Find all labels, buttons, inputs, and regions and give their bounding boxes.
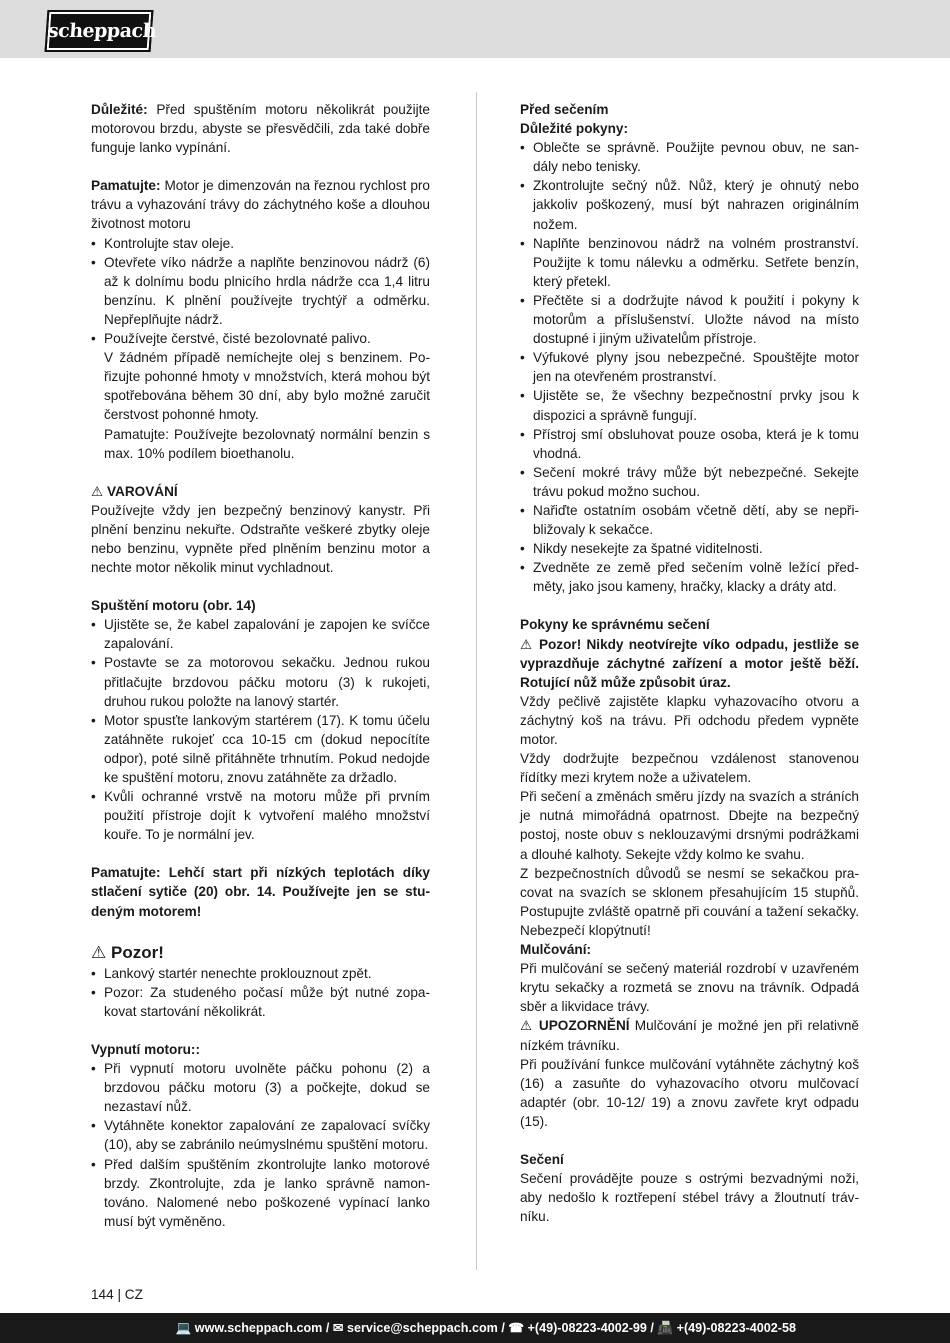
stop-list — [91, 1059, 430, 1231]
warning-icon: ⚠ — [91, 942, 107, 962]
list-item: • Používejte čerstvé, čisté bezolovnaté palivo. — [91, 329, 430, 348]
list-item: • Při vypnutí motoru uvolněte páčku pohonu (2) a brzdovou páčku motoru (3) a počkejte, dokud se nezastaví nůž. — [91, 1059, 430, 1116]
right-column — [520, 100, 859, 1226]
paragraph: Z bezpečnostních důvodů se nesmí se sekačkou pracovat na svazích se sklonem přesahujícím 15 stupňů. Postupujte zvláště opatrně při couvání a tažení sekačky. Nebezpečí klopýtnutí! — [520, 865, 859, 938]
list-item: • Lankový startér nenechte proklouznout zpět. — [91, 964, 430, 983]
list-item: • Výfukové plyny jsou nebezpečné. Spouštějte motor jen na otevřeném prostranství. — [520, 348, 859, 386]
phone-icon: ☎ — [508, 1321, 525, 1335]
list-item: • Naplňte benzinovou nádrž na volném prostranství. Použijte k tomu nálevku a odměrku. Setřete benzín, který přetekl. — [520, 234, 859, 291]
mulching-heading: Mulčování: — [520, 942, 591, 958]
before-mowing-heading: Před sečením — [520, 102, 609, 117]
phone-number: +(49)-08223-4002-99 — [527, 1321, 647, 1335]
fuel-indent-1: V žádném případě nemíchejte olej s benzinem. Pořizujte pohonné hmoty v množstvích, která mohou být spotřebována během 30 dní, aby bylo možné zaručit čerstvost pohonné hmoty. — [104, 350, 430, 423]
mail-icon: ✉ — [332, 1321, 344, 1335]
start-heading: Spuštění motoru (obr. 14) — [91, 598, 256, 614]
list-item: • Postavte se za motorovou sekačku. Jednou rukou přitlačujte brzdovou páčku motoru (3) k rukojeti, druhou rukou položte na lanový startér. — [91, 653, 430, 710]
paragraph: Při sečení a změnách směru jízdy na svazích a stráních je nutná mimořádná opatrnost. Dbejte na bezpečný postoj, noste obuv s neklouzavými drsnými podrážkami a dlouhé kalhoty. Sekejte vždy kolmo ke svahu. — [520, 789, 859, 862]
list-item: • Zvedněte ze země před sečením volně ležící předměty, jako jsou kameny, hračky, klacky a dráty atd. — [520, 558, 859, 596]
caution-list — [91, 964, 430, 1021]
warning-icon: ⚠ — [520, 1018, 534, 1034]
remember-paragraph: Pamatujte: Motor je dimenzován na řeznou rychlost pro trávu a vyhazování trávy do záchytného koše a dlouhou životnost motoru — [91, 178, 430, 232]
email-link[interactable]: service@scheppach.com — [346, 1321, 498, 1335]
list-item: • Zkontrolujte sečný nůž. Nůž, který je ohnutý nebo jakkoliv poškozený, musí být nahrazen originálním nožem. — [520, 176, 859, 233]
list-item: • Sečení mokré trávy může být nebezpečné. Sekejte trávu pokud možno suchou. — [520, 463, 859, 501]
list-item: • Přečtěte si a dodržujte návod k použití i pokyny k motorům a příslušenství. Uložte návod na místo dostupné i jiným uživatelům přístroje. — [520, 291, 859, 348]
list-item: • Kontrolujte stav oleje. — [91, 234, 430, 253]
fuel-indent-2: Pamatujte: Používejte bezolovnatý normální benzin s max. 10% podílem bioethanolu. — [104, 426, 430, 461]
warning-icon: ⚠ — [91, 483, 104, 499]
website-link[interactable]: www.scheppach.com — [194, 1321, 323, 1335]
stop-heading: Vypnutí motoru:: — [91, 1041, 200, 1057]
paragraph: Při používání funkce mulčování vytáhněte záchytný koš (16) a zasuňte do vyhazovacího otvoru mulčovací adaptér (obr. 10-12/ 19) a znovu zavřete kryt odpadu (15). — [520, 1056, 859, 1129]
mowing-heading: Sečení — [520, 1151, 564, 1167]
caution-heading: ⚠ Pozor! — [91, 942, 164, 962]
list-item: • Ujistěte se, že všechny bezpečnostní prvky jsou k dispozici a správně fungují. — [520, 386, 859, 424]
warning-icon: ⚠ — [520, 636, 534, 652]
mowing-instructions-heading: Pokyny ke správnému sečení — [520, 617, 710, 633]
warning-heading: ⚠ VAROVÁNÍ — [91, 483, 178, 499]
paragraph: Vždy pečlivě zajistěte klapku vyhazovacího otvoru a záchytný koš na trávu. Při odchodu předem vypněte motor. — [520, 693, 859, 747]
fax-icon: 📠 — [657, 1321, 674, 1335]
choke-note: Pamatujte: Lehčí start při nízkých teplotách díky stlačení sytiče (20) obr. 14. Používejte jen se studeným motorem! — [91, 865, 430, 919]
computer-icon: 💻 — [175, 1321, 192, 1335]
column-divider — [476, 92, 477, 1270]
important-paragraph: Důležité: Před spuštěním motoru několikrát použijte motorovou brzdu, abyste se přesvědčili, zda také dobře funguje lanko vypínání. — [91, 102, 430, 156]
list-item: • Ujistěte se, že kabel zapalování je zapojen ke svíčce zapalování. — [91, 615, 430, 653]
warning-text: Používejte vždy jen bezpečný benzinový kanystr. Při plnění benzinu nekuřte. Odstraňte veškeré zbytky oleje nebo benzinu, vypněte před plněním benzinu motor a nechte motor několik minut vychladnout. — [91, 502, 430, 576]
left-column — [91, 100, 430, 1231]
list-item: • Motor spusťte lankovým startérem (17). K tomu účelu zatáhněte rukojeť cca 10-15 cm (dokud nepocítíte odpor), poté silně přitáhněte trhnutím. Pokud nedojde ke spuštění motoru, znovu zatáhněte za držadlo. — [91, 711, 430, 787]
list-item: • Přístroj smí obsluhovat pouze osoba, která je k tomu vhodná. — [520, 425, 859, 463]
important-instructions-heading: Důležité pokyny: — [520, 121, 629, 137]
list-item: • Před dalším spuštěním zkontrolujte lanko motorové brzdy. Zkontrolujte, zda je lanko správně namontováno. Nalomené nebo poškozené vypínací lanko musí být vyměněno. — [91, 1155, 430, 1231]
paragraph: Při mulčování se sečený materiál rozdrobí v uzavřeném krytu sekačky a rozmetá se znovu na trávník. Odpadá sběr a likvidace trávy. — [520, 961, 859, 1015]
start-list — [91, 615, 430, 844]
list-item: • Nařiďte ostatním osobám včetně dětí, aby se nepřibližovaly k sekačce. — [520, 501, 859, 539]
page-footer: 💻 www.scheppach.com / ✉ service@scheppach.com / ☎ +(49)-08223-4002-99 / 📠 +(49)-08223-4002-58 — [0, 1313, 950, 1343]
mulching-notice: ⚠ UPOZORNĚNÍ Mulčování je možné jen při relativně nízkém trávníku. — [520, 1018, 859, 1053]
scheppach-logo: scheppach — [45, 10, 154, 52]
before-mowing-list — [520, 138, 859, 596]
paragraph: Sečení provádějte pouze s ostrými bezvadnými noži, aby nedošlo k roztřepení stébel trávy a žloutnutí trávníku. — [520, 1171, 859, 1225]
page-header — [0, 0, 950, 58]
mowing-warning: ⚠ Pozor! Nikdy neotvírejte víko odpadu, jestliže se vyprazdňuje záchytné zařízení a motor ještě běží. Rotující nůž může způsobit úraz. — [520, 636, 860, 690]
fuel-list — [91, 234, 430, 349]
list-item: • Nikdy nesekejte za špatné viditelnosti. — [520, 539, 859, 558]
list-item: • Pozor: Za studeného počasí může být nutné zopakovat startování několikrát. — [91, 983, 430, 1021]
list-item: • Oblečte se správně. Použijte pevnou obuv, ne sandály nebo tenisky. — [520, 138, 859, 176]
list-item: • Otevřete víko nádrže a naplňte benzinovou nádrž (6) až k dolnímu bodu plnicího hrdla nádrže cca 1,4 litru benzínu. K plnění používejte trychtýř a odměrku. Nepřeplňujte nádrž. — [91, 253, 430, 329]
paragraph: Vždy dodržujte bezpečnou vzdálenost stanovenou řídítky mezi krytem nože a uživatelem. — [520, 751, 859, 786]
page-number: 144 | CZ — [91, 1287, 143, 1302]
list-item: • Kvůli ochranné vrstvě na motoru může při prvním použití přístroje dojít k vytvoření malého množství kouře. To je normální jev. — [91, 787, 430, 844]
fax-number: +(49)-08223-4002-58 — [676, 1321, 796, 1335]
list-item: • Vytáhněte konektor zapalování ze zapalovací svíčky (10), aby se zabránilo neúmyslnému spuštění motoru. — [91, 1116, 430, 1154]
